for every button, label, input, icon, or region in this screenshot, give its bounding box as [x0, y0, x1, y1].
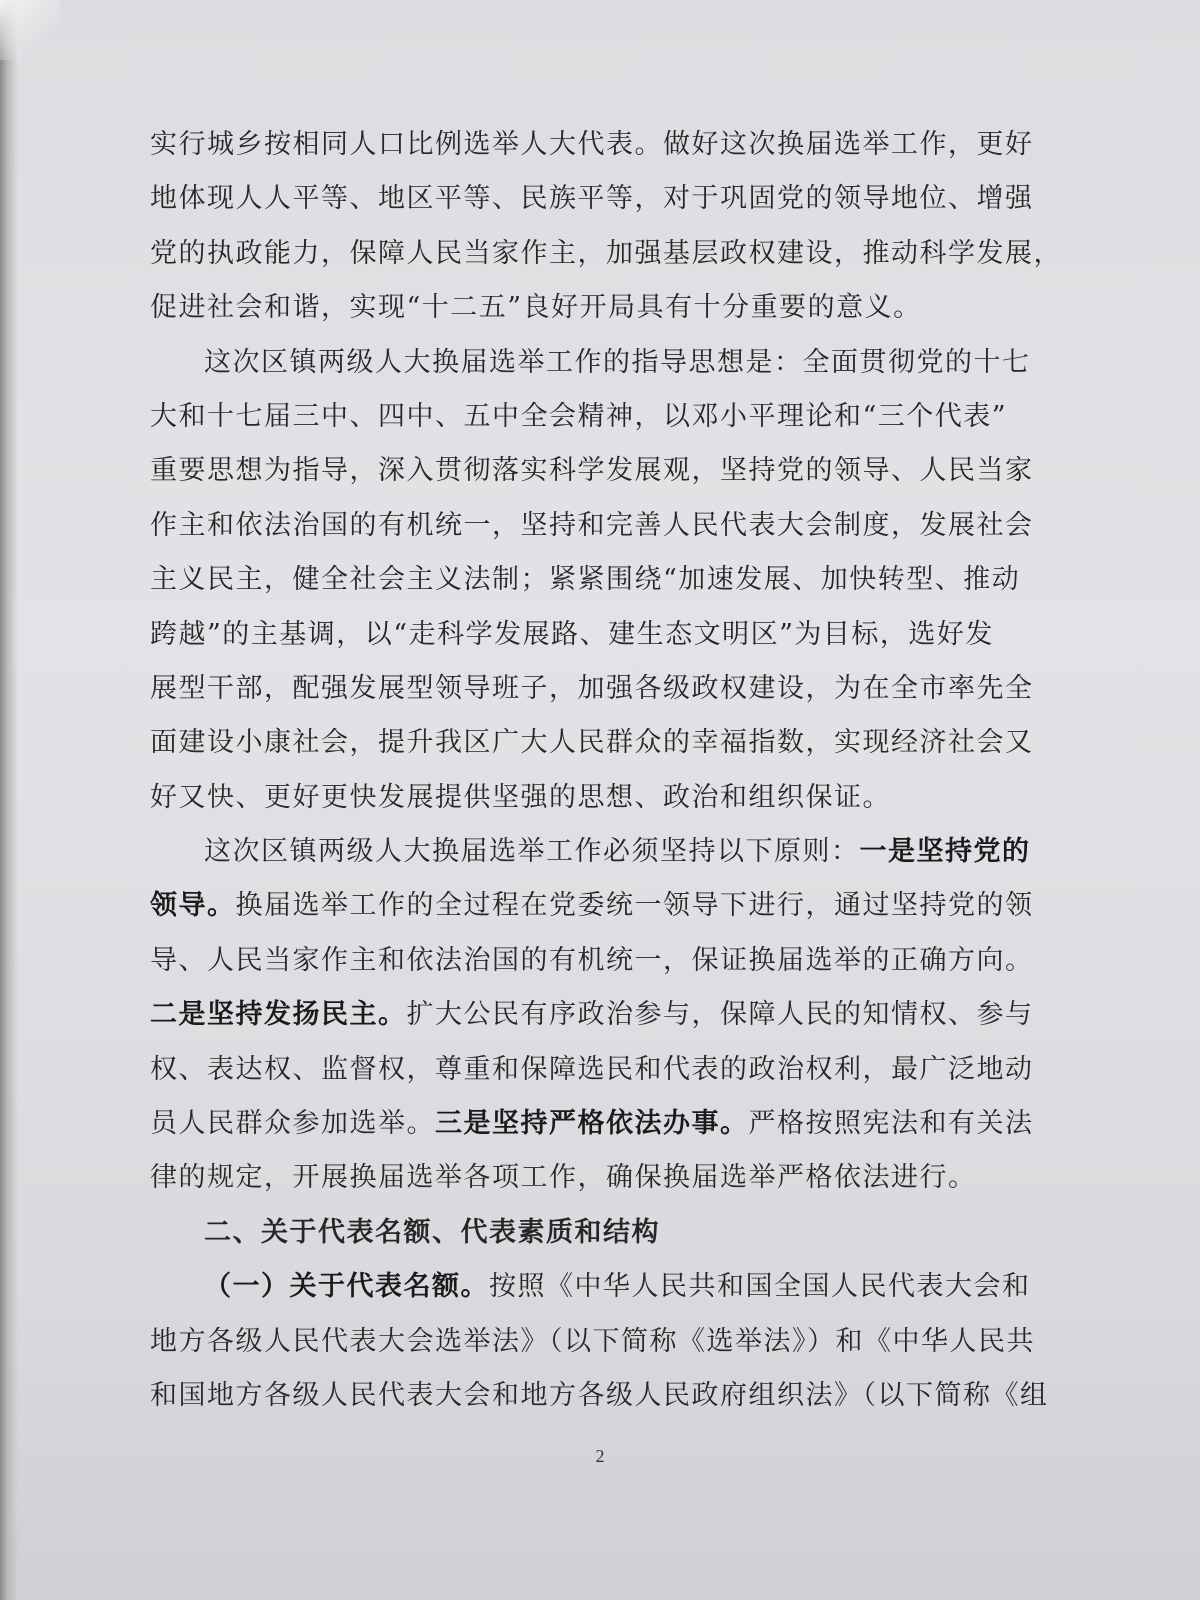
text-line [150, 390, 1080, 444]
text-line [150, 825, 1080, 879]
text-run: 重要思想为指导，深入贯彻落实科学发展观，坚持党的领导、人民当家 [150, 455, 1034, 487]
text-run: 促进社会和谐，实现“十二五”良好开局具有十分重要的意义。 [150, 292, 922, 324]
text-run: 严格按照宪法和有关法 [748, 1108, 1034, 1140]
text-run: 这次区镇两级人大换届选举工作必须坚持以下原则： [204, 836, 860, 868]
text-run: 作主和依法治国的有机统一，坚持和完善人民代表大会制度，发展社会 [150, 509, 1034, 541]
text-run: 律的规定，开展换届选举各项工作，确保换届选举严格依法进行。 [150, 1162, 977, 1194]
text-line [150, 499, 1080, 553]
text-line [150, 608, 1080, 662]
text-line [150, 1260, 1080, 1314]
text-line [150, 716, 1080, 770]
text-line [150, 444, 1080, 498]
text-run: 地体现人人平等、地区平等、民族平等，对于巩固党的领导地位、增强 [150, 183, 1034, 215]
bold-text: 领导。 [150, 890, 236, 922]
section-heading [150, 1206, 1080, 1260]
text-run: 党的执政能力，保障人民当家作主，加强基层政权建设，推动科学发展， [150, 237, 1062, 269]
text-line [150, 1097, 1080, 1151]
text-run: 大和十七届三中、四中、五中全会精神，以邓小平理论和“三个代表” [150, 400, 1008, 432]
text-run: 和国地方各级人民代表大会和地方各级人民政府组织法》（以下简称《组 [150, 1379, 1049, 1411]
text-line [150, 988, 1080, 1042]
text-line [150, 553, 1080, 607]
text-run: 展型干部，配强发展型领导班子，加强各级政权建设，为在全市率先全 [150, 672, 1034, 704]
text-run: 权、表达权、监督权，尊重和保障选民和代表的政治权利，最广泛地动 [150, 1053, 1034, 1085]
text-line [150, 227, 1080, 281]
text-line [150, 172, 1080, 226]
bold-text: 三是坚持严格依法办事。 [435, 1108, 749, 1140]
bold-text: 二是坚持发扬民主。 [150, 999, 407, 1031]
text-line [150, 1043, 1080, 1097]
text-run: 二、关于代表名额、代表素质和结构 [204, 1216, 660, 1248]
text-run: 员人民群众参加选举。 [150, 1108, 435, 1140]
text-run: 好又快、更好更快发展提供坚强的思想、政治和组织保证。 [150, 781, 891, 813]
bold-text: 一是坚持党的 [859, 836, 1031, 868]
bold-text: （一）关于代表名额。 [204, 1271, 489, 1303]
text-line [150, 1369, 1080, 1423]
text-line [150, 1151, 1080, 1205]
text-line [150, 934, 1080, 988]
text-line [150, 336, 1080, 390]
text-run: 按照《中华人民共和国全国人民代表大会和 [489, 1271, 1031, 1303]
text-run: 换届选举工作的全过程在党委统一领导下进行，通过坚持党的领 [235, 890, 1034, 922]
text-line [150, 879, 1080, 933]
text-run: 这次区镇两级人大换届选举工作的指导思想是：全面贯彻党的十七 [204, 346, 1031, 378]
text-run: 主义民主，健全社会主义法制；紧紧围绕“加速发展、加快转型、推动 [150, 564, 1021, 596]
page-number: 2 [595, 1446, 605, 1466]
text-line [150, 118, 1080, 172]
page-corner-highlight [0, 0, 60, 60]
text-run: 导、人民当家作主和依法治国的有机统一，保证换届选举的正确方向。 [150, 944, 1034, 976]
text-run: 跨越”的主基调，以“走科学发展路、建生态文明区”为目标，选好发 [150, 618, 994, 650]
text-run: 扩大公民有序政治参与，保障人民的知情权、参与 [406, 999, 1034, 1031]
body-text [150, 118, 1080, 1423]
text-line [150, 281, 1080, 335]
text-run: 面建设小康社会，提升我区广大人民群众的幸福指数，实现经济社会又 [150, 727, 1034, 759]
page-edge-shadow [0, 0, 18, 1600]
text-line [150, 662, 1080, 716]
text-run: 实行城乡按相同人口比例选举人大代表。做好这次换届选举工作，更好 [150, 129, 1034, 160]
text-line [150, 771, 1080, 825]
text-run: 地方各级人民代表大会选举法》（以下简称《选举法》）和《中华人民共 [150, 1325, 1035, 1357]
text-line [150, 1315, 1080, 1369]
